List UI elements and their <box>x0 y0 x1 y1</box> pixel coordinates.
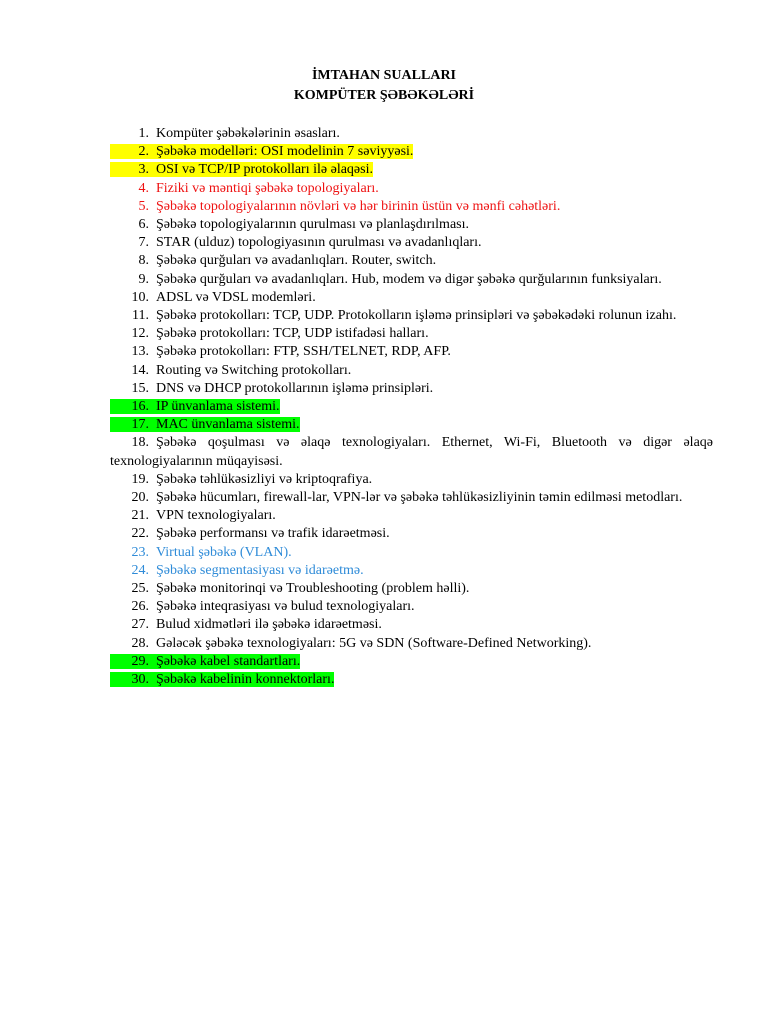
question-item <box>110 125 713 143</box>
question-line <box>110 636 591 651</box>
question-line <box>110 162 373 177</box>
question-line <box>110 417 300 432</box>
question-line <box>110 654 300 669</box>
question-text: Şəbəkə protokolları: TCP, UDP istifadəsi halları. <box>156 326 429 342</box>
question-line <box>110 617 382 632</box>
question-number: 12. <box>131 326 149 342</box>
question-line <box>110 363 351 378</box>
question-text: Şəbəkə monitorinqi və Troubleshooting (problem həlli). <box>156 581 470 597</box>
question-line <box>110 563 364 578</box>
question-text: Şəbəkə protokolları: TCP, UDP. Protokolların işləmə prinsipləri və şəbəkədəki rolunun izahı. <box>156 308 677 324</box>
question-text: Şəbəkə inteqrasiyası və bulud texnologiyaları. <box>156 599 415 615</box>
question-text: Şəbəkə protokolları: FTP, SSH/TELNET, RDP, AFP. <box>156 344 451 360</box>
question-number: 5. <box>138 198 149 214</box>
question-number: 20. <box>131 490 149 506</box>
question-line <box>110 144 413 159</box>
question-item <box>110 289 713 307</box>
question-item <box>110 580 713 598</box>
question-number: 3. <box>138 162 149 178</box>
question-line <box>110 435 713 468</box>
question-line <box>110 253 436 268</box>
question-number: 23. <box>131 544 149 560</box>
question-text: Şəbəkə topologiyalarının növləri və hər birinin üstün və mənfi cəhətləri. <box>156 198 561 214</box>
question-number: 17. <box>131 417 149 433</box>
question-item <box>110 489 713 507</box>
question-line <box>110 181 379 196</box>
question-text: Şəbəkə qoşulması və əlaqə texnologiyaları. Ethernet, Wi-Fi, Bluetooth və digər əlaqə texnologiyalarının müqayisəsi. <box>110 435 713 469</box>
question-line <box>110 672 334 687</box>
question-item <box>110 671 713 689</box>
question-text: IP ünvanlama sistemi. <box>156 399 280 415</box>
question-line <box>110 472 372 487</box>
question-text: Şəbəkə segmentasiyası və idarəetmə. <box>156 562 364 578</box>
question-item <box>110 398 713 416</box>
question-line <box>110 344 451 359</box>
question-number: 14. <box>131 362 149 378</box>
question-line <box>110 199 560 214</box>
question-text: Routing və Switching protokolları. <box>156 362 352 378</box>
question-line <box>110 508 276 523</box>
question-item <box>110 635 713 653</box>
document-title: İMTAHAN SUALLARI <box>311 68 457 83</box>
question-number: 15. <box>131 380 149 396</box>
question-number: 6. <box>138 217 149 233</box>
question-number: 7. <box>138 235 149 251</box>
question-text: Şəbəkə qurğuları və avadanlıqları. Router, switch. <box>156 253 437 269</box>
question-text: Şəbəkə performansı və trafik idarəetməsi. <box>156 526 390 542</box>
question-number: 4. <box>138 180 149 196</box>
question-number: 10. <box>131 289 149 305</box>
question-item <box>110 325 713 343</box>
question-item <box>110 562 713 580</box>
question-text: MAC ünvanlama sistemi. <box>156 417 300 433</box>
question-text: Şəbəkə kabel standartları. <box>156 653 301 669</box>
question-text: Şəbəkə topologiyalarının qurulması və planlaşdırılması. <box>156 217 469 233</box>
question-text: Gələcək şəbəkə texnologiyaları: 5G və SDN (Software-Defined Networking). <box>156 635 592 651</box>
question-item <box>110 598 713 616</box>
question-text: Bulud xidmətləri ilə şəbəkə idarəetməsi. <box>156 617 382 633</box>
question-item <box>110 216 713 234</box>
question-item <box>110 507 713 525</box>
question-number: 18. <box>131 435 149 451</box>
question-item <box>110 380 713 398</box>
question-number: 2. <box>138 144 149 160</box>
question-line <box>110 490 682 505</box>
question-line <box>110 526 390 541</box>
question-text: Şəbəkə modelləri: OSI modelinin 7 səviyyəsi. <box>156 144 414 160</box>
question-line <box>110 326 429 341</box>
question-item <box>110 616 713 634</box>
question-item <box>110 544 713 562</box>
question-number: 1. <box>138 126 149 141</box>
question-item <box>110 362 713 380</box>
question-item <box>110 653 713 671</box>
question-number: 29. <box>131 653 149 669</box>
question-item <box>110 525 713 543</box>
question-text: DNS və DHCP protokollarının işləmə prinsipləri. <box>156 380 434 396</box>
question-number: 25. <box>131 581 149 597</box>
question-text: Virtual şəbəkə (VLAN). <box>156 544 292 560</box>
question-text: OSI və TCP/IP protokolları ilə əlaqəsi. <box>156 162 373 178</box>
question-item <box>110 416 713 434</box>
question-text: Şəbəkə hücumları, firewall-lar, VPN-lər və şəbəkə təhlükəsizliyinin təmin edilməsi metodları. <box>156 490 683 506</box>
question-item <box>110 434 713 470</box>
question-text: Fiziki və məntiqi şəbəkə topologiyaları. <box>156 180 379 196</box>
question-number: 8. <box>138 253 149 269</box>
question-line <box>110 308 676 323</box>
question-number: 9. <box>138 271 149 287</box>
question-text: ADSL və VDSL modemləri. <box>156 289 316 305</box>
question-number: 16. <box>131 399 149 415</box>
question-number: 19. <box>131 471 149 487</box>
question-number: 21. <box>131 508 149 524</box>
question-text: VPN texnologiyaları. <box>156 508 276 524</box>
question-line <box>110 290 316 305</box>
question-line <box>110 599 415 614</box>
question-item <box>110 198 713 216</box>
question-number: 11. <box>132 308 149 324</box>
document-subtitle: KOMPÜTER ŞƏBƏKƏLƏRİ <box>293 88 475 103</box>
question-text: Şəbəkə qurğuları və avadanlıqları. Hub, modem və digər şəbəkə qurğularının funksiyaları. <box>156 271 662 287</box>
question-item <box>110 180 713 198</box>
question-line <box>110 545 292 560</box>
question-number: 26. <box>131 599 149 615</box>
question-number: 24. <box>131 562 149 578</box>
question-text: STAR (ulduz) topologiyasının qurulması və avadanlıqları. <box>156 235 482 251</box>
question-text: Şəbəkə kabelinin konnektorları. <box>156 672 335 688</box>
question-line <box>110 581 469 596</box>
question-line <box>110 272 662 287</box>
question-item <box>110 252 713 270</box>
question-item <box>110 343 713 361</box>
question-text: Şəbəkə təhlükəsizliyi və kriptoqrafiya. <box>156 471 373 487</box>
question-line <box>110 217 469 232</box>
question-line <box>110 381 433 396</box>
question-list <box>110 125 713 689</box>
question-item <box>110 161 713 179</box>
question-item <box>110 471 713 489</box>
question-text: Kompüter şəbəkələrinin əsasları. <box>156 126 340 141</box>
question-line <box>110 235 482 250</box>
question-item <box>110 143 713 161</box>
question-number: 22. <box>131 526 149 542</box>
question-line <box>110 126 340 141</box>
title-block <box>0 66 768 106</box>
question-number: 27. <box>131 617 149 633</box>
question-item <box>110 271 713 289</box>
question-line <box>110 399 280 414</box>
question-item <box>110 234 713 252</box>
question-number: 30. <box>131 672 149 688</box>
question-item <box>110 307 713 325</box>
question-number: 28. <box>131 635 149 651</box>
question-number: 13. <box>131 344 149 360</box>
